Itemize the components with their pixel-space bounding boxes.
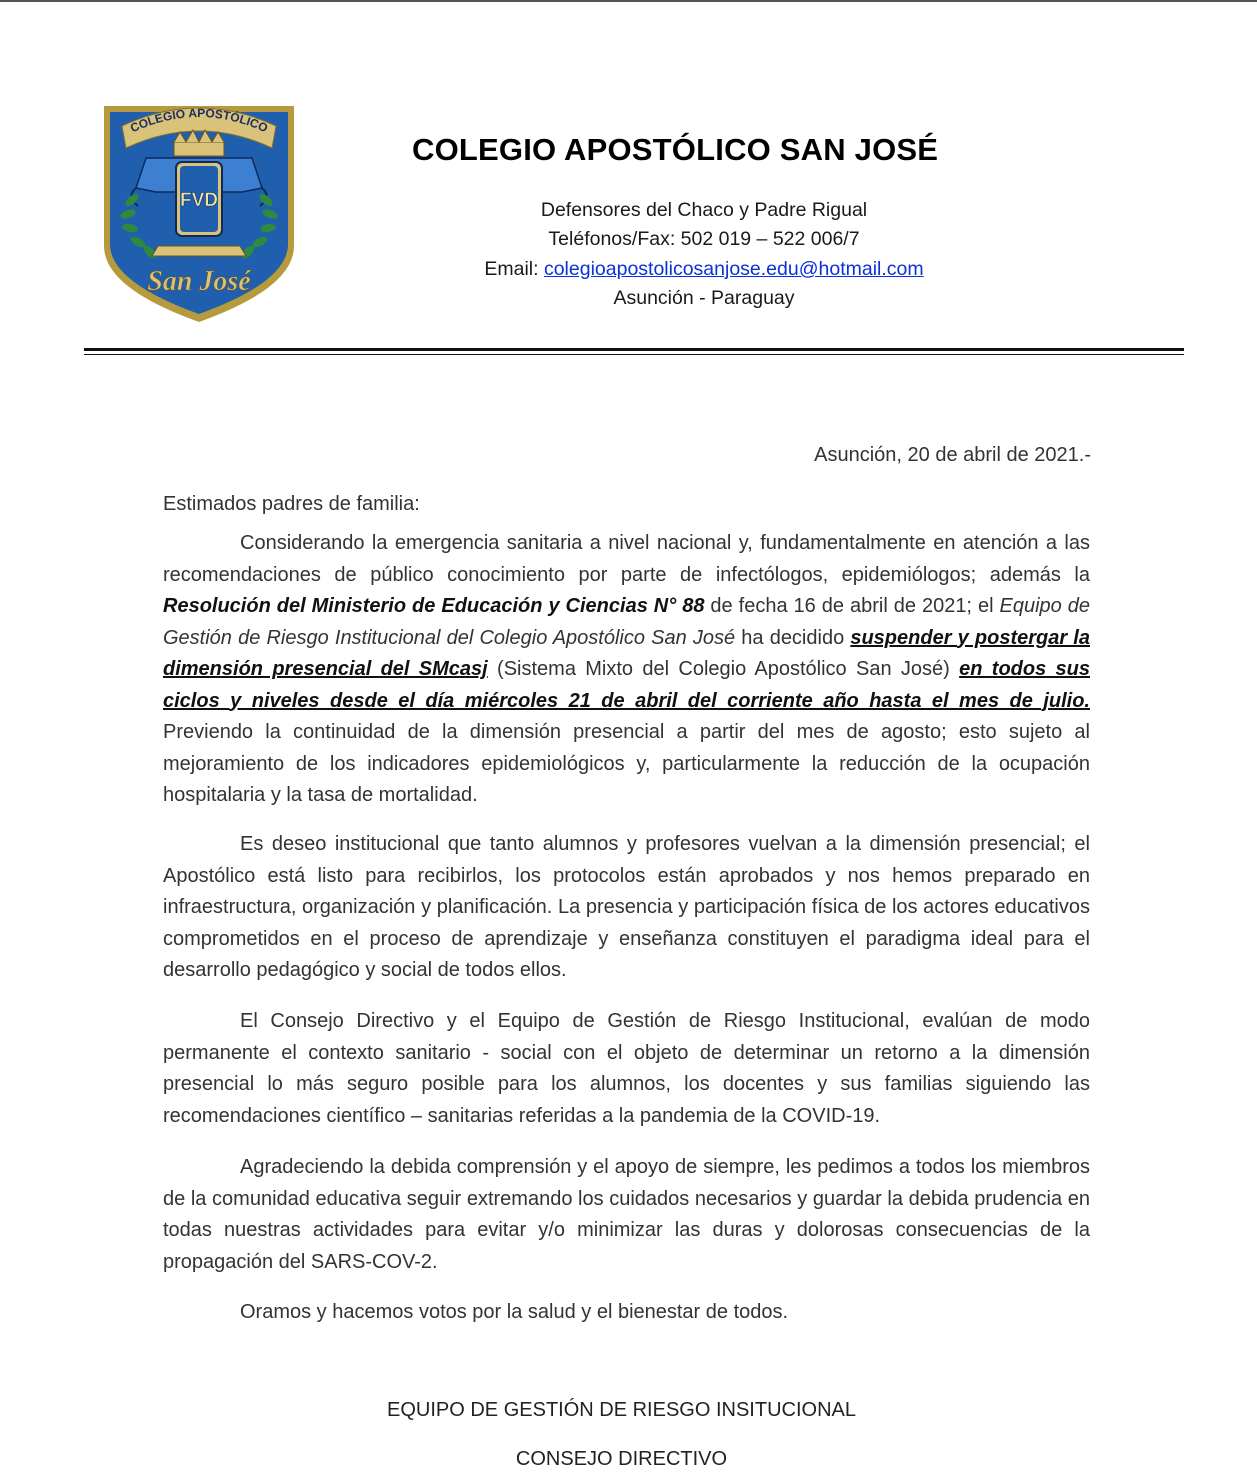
paragraph-3 — [163, 1006, 1090, 1132]
p4-text: Agradeciendo la debida comprensión y el apoyo de siempre, les pedimos a todos los miembros de la comunidad educativa seguir extremando los cuidados necesarios y guardar la debida prudencia en todas nuestras actividades para evitar y/o minimizar las duras y dolorosas consecuencias de la propagación del SARS-COV-2. — [163, 1156, 1090, 1273]
logo-monogram: FVD — [180, 190, 218, 211]
p1-scope: en todos sus ciclos y niveles desde el día miércoles 21 de abril del corriente año hasta el mes de julio. — [163, 658, 1090, 712]
signature-risk-team: EQUIPO DE GESTIÓN DE RIESGO INSITUCIONAL — [387, 1399, 856, 1421]
p1-text-a: Considerando la emergencia sanitaria a nivel nacional y, fundamentalmente en atención a las recomendaciones de público conocimiento por parte de infectólogos, epidemiólogos; además la — [163, 532, 1090, 586]
p5-text: Oramos y hacemos votos por la salud y el bienestar de todos. — [240, 1301, 789, 1323]
email-label: Email: — [484, 258, 544, 280]
paragraph-2 — [163, 829, 1090, 987]
p1-text-e: ha decidido — [735, 626, 851, 649]
top-border-line — [0, 0, 1257, 2]
p1-decision: suspender y postergar la dimensión presencial del SMcasj — [163, 626, 1090, 680]
school-phones: Teléfonos/Fax: 502 019 – 522 006/7 — [548, 228, 860, 250]
school-name: COLEGIO APOSTÓLICO SAN JOSÉ — [412, 132, 939, 167]
school-location: Asunción - Paraguay — [613, 287, 795, 309]
school-email-line — [400, 258, 1008, 281]
paragraph-5 — [163, 1297, 1090, 1329]
header-divider-thin — [84, 354, 1184, 355]
logo-ribbon-text: COLEGIO APOSTÓLICO — [128, 105, 270, 136]
p1-resolution: Resolución del Ministerio de Educación y Ciencias N° 88 — [163, 595, 705, 617]
signature-board: CONSEJO DIRECTIVO — [515, 1448, 728, 1470]
header-divider-thick — [84, 348, 1184, 351]
email-link[interactable]: colegioapostolicosanjose.edu@hotmail.com — [543, 258, 924, 280]
paragraph-1 — [163, 528, 1090, 812]
p1-text-c: de fecha 16 de abril de 2021; el — [704, 595, 1000, 617]
p2-text: Es deseo institucional que tanto alumnos y profesores vuelvan a la dimensión presencial; el Apostólico está listo para recibirlos, los protocolos están aprobados y nos hemos preparado en infraestructura, organización y planificación. La presencia y participación física de los actores educativos comprometidos en el proceso de aprendizaje y enseñanza constituyen el paradigma ideal para el desarrollo pedagógico y social de todos ellos. — [163, 833, 1090, 981]
school-crest-logo — [96, 96, 302, 326]
letter-salutation: Estimados padres de familia: — [163, 493, 420, 515]
p1-text-i: Previendo la continuidad de la dimensión presencial a partir del mes de agosto; esto sujeto al mejoramiento de los indicadores epidemiológicos y, particularmente la reducción de la ocupación hospitalaria y la tasa de mortalidad. — [163, 721, 1090, 806]
school-address: Defensores del Chaco y Padre Rigual — [540, 199, 868, 221]
p1-text-g: (Sistema Mixto del Colegio Apostólico San José) — [487, 658, 960, 680]
p3-text: El Consejo Directivo y el Equipo de Gestión de Riesgo Institucional, evalúan de modo permanente el contexto sanitario - social con el objeto de determinar un retorno a la dimensión presencial lo más seguro posible para los alumnos, los docentes y sus familias siguiendo las recomendaciones científico – sanitarias referidas a la pandemia de la COVID-19. — [163, 1010, 1090, 1127]
paragraph-4 — [163, 1152, 1090, 1278]
logo-motto: San José — [147, 266, 251, 297]
p1-team-name: Equipo de Gestión de Riesgo Institucional del Colegio Apostólico San José — [163, 595, 1090, 649]
letter-date: Asunción, 20 de abril de 2021.- — [814, 444, 1091, 466]
